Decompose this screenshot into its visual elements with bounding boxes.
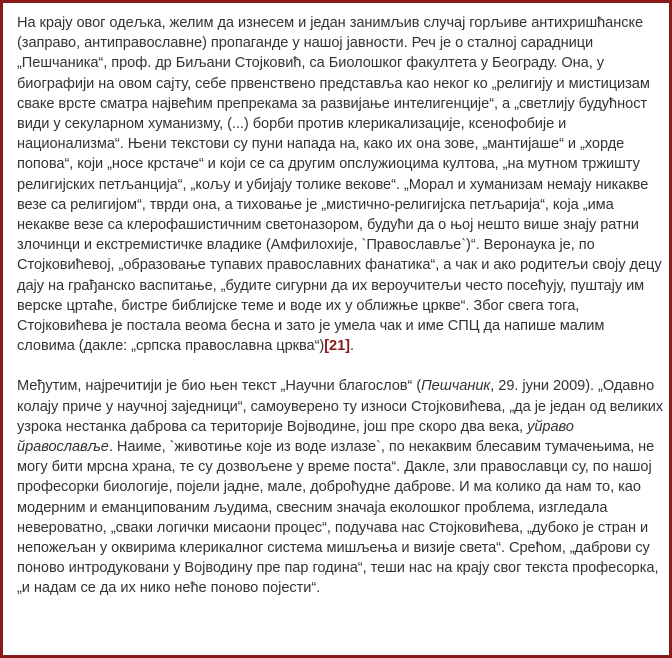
paragraph-1-text: На крају овог одељка, желим да изнесем и један занимљив случај горљиве антихришћанске (заправо, антиправославне) пропаганде у нашој јавности. Реч је о сталној сарадници „Пешчаника“, проф. др Биљани Стојковић, са Биолошког факултета у Београду. Она, у биографији на овом сајту, себе првенствено представља као неког ко „религију и мистицизам сваке врсте сматра највећим препрекама за развијање интелигенције“, а „светлију будућност види у секуларном хуманизму, (...) борби против клерикализације, ксенофобије и национализма“. Њени текстови су пуни напада на, како их она зове, „мантијаше“ и „хорде попова“, који „носе крстаче“ и који се са другим опслужиоцима култова, „на мутном тржишту религијских петљанција“, „кољу и убијају толике векове“. „Морал и хуманизам немају никакве везе са религијом“, тврди она, а тиховање је „мистично-религијска петљарија“, која „има некакве везе са клерофашистичним светоназором, будући да о њој нешто више знају ратни злочинци и екстремистичке владике (Амфилохије, `Православље`)“. Веронаука је, по Стојковићевој, „образовање тупавих православних фанатика“, а чак и ако родитељи своју децу дају на грађанско васпитање, „будите сигурни да их вероучитељи често посећују, пуштају им верске цртаће, бистре библијске теме и воде их у оближње цркве“. Због свега тога, Стојковићева је постала веома бесна и зато је умела чак и име СПЦ да напише малим словима (дакле: „српска православна црква“) [17,15,662,355]
paragraph-1-end: . [350,338,355,355]
emphasis-text: уйраво йравославље [17,418,574,456]
footnote-link-21[interactable]: [21] [324,338,350,355]
paragraph-1 [17,13,665,356]
article-body [17,13,665,619]
paragraph-2-part-2: , 29. јуни 2009). „Одавно колају приче у научној заједници“, самоуверено ту износи Стојковићева, „да је један од великих узрока нестанка даброва са територије Војводине, још пре скоро два века, [17,378,664,435]
paragraph-2-part-3: . Наиме, `животиње које из воде излазе`, по некаквим блесавим тумачењима, не могу бити мрсна храна, те су дозвољене у време поста“. Дакле, зли православци су, по нашој професорки биологије, појели јадне, мале, доброћудне даброве. И ма колико да нам то, као модерним и еманципованим људима, свесним значаја еколошког проблема, изгледала невероватно, „сваки логички мисаони процес“, подучава нас Стојковићева, „дубоко је стран и непожељан у оквирима клерикалног система мишљења и визије света“. Срећом, „даброви су поново интродуковани у Војводину пре пар година“, теши нас на крају свог текста професорка, „и надам се да их нико неће поново појести“. [17,439,659,597]
source-title: Пешчаник [421,378,491,395]
paragraph-2 [17,376,665,598]
paragraph-2-part-1: Међутим, најречитији је био њен текст „Научни благослов“ ( [17,378,422,395]
